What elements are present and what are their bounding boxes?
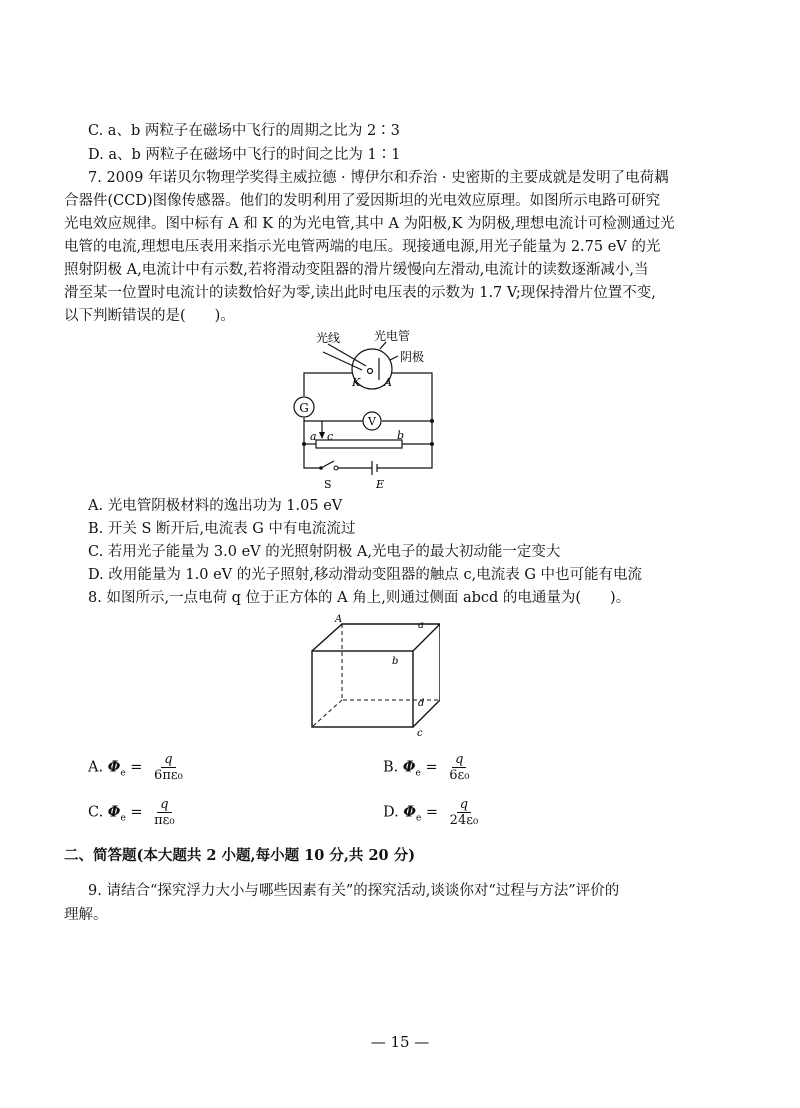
question-8: 8. 如图所示,一点电荷 q 位于正方体的 A 角上,则通过侧面 abcd 的电通量为( )。 — [88, 590, 631, 606]
question-9-line-1: 9. 请结合“探究浮力大小与哪些因素有关”的探究活动,谈谈你对“过程与方法”评价的 — [88, 883, 620, 899]
cathode-label: 阴极 — [400, 350, 425, 364]
fraction-b: $\frac{q}{\text{6ε₀}}$ — [449, 752, 470, 783]
section-2-heading: 二、简答题(本大题共 2 小题,每小题 10 分,共 20 分) — [64, 847, 416, 864]
label-rheostat-c: c — [327, 430, 334, 443]
fraction-a: $\frac{q}{\text{6πε₀}}$ — [154, 752, 183, 783]
option-d-previous: D. a、b 两粒子在磁场中飞行的时间之比为 1∶1 — [88, 147, 401, 163]
q8-option-b: B. $\Phi_e$ = $\frac{q}{\text{6ε₀}}$ — [383, 752, 472, 784]
cube-right-edges — [413, 624, 440, 727]
question-7-line-6: 滑至某一位置时电流计的读数恰好为零,读出此时电压表的示数为 1.7 V;现保持滑片位置不变, — [64, 285, 656, 301]
cube-label-d: d — [418, 698, 425, 709]
galvanometer-label: G — [299, 401, 309, 415]
label-a: A — [384, 376, 392, 389]
fraction-d: $\frac{q}{\text{24ε₀}}$ — [449, 797, 479, 828]
slider-arrowhead — [319, 432, 325, 439]
q7-option-b: B. 开关 S 断开后,电流表 G 中有电流流过 — [88, 521, 356, 537]
question-7-line-5: 照射阴极 A,电流计中有示数,若将滑动变阻器的滑片缓慢向左滑动,电流计的读数逐渐减小,当 — [64, 262, 649, 278]
cube-label-c: c — [417, 728, 423, 738]
cube-label-a-upper: A — [335, 614, 343, 625]
q7-option-c: C. 若用光子能量为 3.0 eV 的光照射阴极 A,光电子的最大初动能一定变大 — [88, 544, 561, 560]
q8-option-a: A. $\Phi_e$ = $\frac{q}{\text{6πε₀}}$ — [88, 752, 186, 784]
light-ray-2 — [323, 352, 362, 370]
cube-diagram — [300, 612, 440, 738]
page-number: — 15 — — [370, 1033, 430, 1051]
phototube-label: 光电管 — [374, 329, 411, 343]
question-7-line-4: 电管的电流,理想电压表用来指示光电管两端的电压。现接通电源,用光子能量为 2.75 eV 的光 — [64, 239, 661, 255]
question-7-line-2: 合器件(CCD)图像传感器。他们的发明利用了爱因斯坦的光电效应原理。如图所示电路可研究 — [64, 193, 661, 209]
cube-hidden-diagonal — [312, 700, 342, 727]
photoelectric-circuit-diagram — [290, 328, 450, 496]
question-7-line-1: 7. 2009 年诺贝尔物理学奖得主威拉德 · 博伊尔和乔治 · 史密斯的主要成就是发明了电荷耦 — [88, 170, 669, 186]
q8-option-c: C. $\Phi_e$ = $\frac{q}{\text{πε₀}}$ — [88, 797, 178, 829]
question-7-line-7: 以下判断错误的是( )。 — [64, 308, 235, 324]
label-battery-e: E — [376, 478, 385, 491]
q7-option-d: D. 改用能量为 1.0 eV 的光子照射,移动滑动变阻器的触点 c,电流表 G 中也可能有电流 — [88, 567, 643, 583]
label-k: K — [352, 376, 361, 389]
q8-option-d: D. $\Phi_e$ = $\frac{q}{\text{24ε₀}}$ — [383, 797, 481, 829]
label-switch-s: S — [324, 478, 332, 491]
label-rheostat-b: b — [397, 429, 405, 442]
fraction-c: $\frac{q}{\text{πε₀}}$ — [154, 797, 175, 828]
label-rheostat-a: a — [310, 430, 317, 443]
cathode-dot — [368, 369, 373, 374]
switch-s — [321, 461, 334, 468]
cube-label-a: a — [418, 620, 424, 631]
q7-option-a: A. 光电管阴极材料的逸出功为 1.05 eV — [88, 498, 343, 514]
cube-label-b: b — [392, 656, 399, 667]
voltmeter-label: V — [368, 415, 376, 428]
question-9-line-2: 理解。 — [64, 907, 108, 923]
option-c-previous: C. a、b 两粒子在磁场中飞行的周期之比为 2∶3 — [88, 123, 400, 139]
question-7-line-3: 光电效应规律。图中标有 A 和 K 的为光电管,其中 A 为阳极,K 为阴极,理想电流计可检测通过光 — [64, 216, 675, 232]
light-label: 光线 — [316, 331, 341, 345]
cube-hidden-edges — [342, 624, 440, 700]
